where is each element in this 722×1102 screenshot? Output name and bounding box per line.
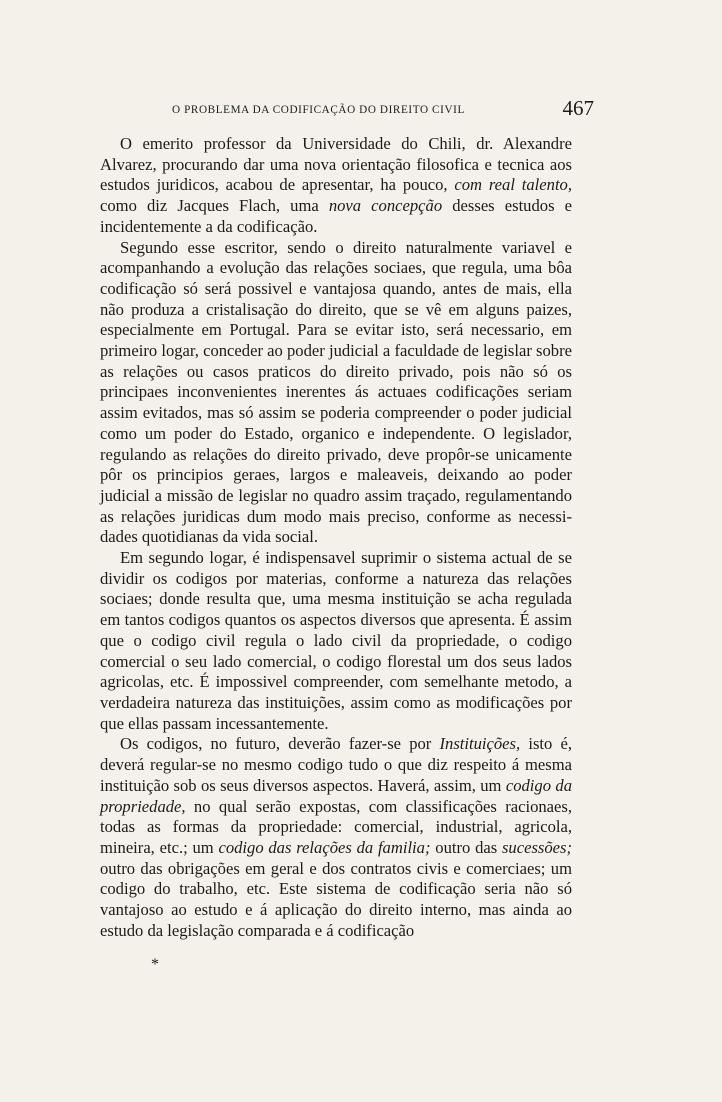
- body-text: [100, 134, 572, 941]
- paragraph: [100, 734, 572, 941]
- paragraph: [100, 548, 572, 734]
- text-run: Os codigos, no futuro, deverão fazer-se por: [120, 734, 440, 754]
- text-run: outro das obrigações em geral e dos contratos civis e comerciaes; um codigo do trabalho, etc. Este sistema de codificação seria não só vantajoso ao estudo e á aplicação do direito interno, mas ainda ao estudo da legislação comparada e á codificação: [100, 858, 572, 940]
- text-run: isto é, deverá regular-se no mesmo codigo tudo o que diz respeito á mesma instituição sob os seus diversos aspectos. Haverá, assim, um: [100, 734, 572, 795]
- italic-text: nova concepção: [328, 196, 443, 216]
- page-number: 467: [562, 96, 594, 120]
- italic-text: codigo das relações da familia;: [218, 837, 431, 857]
- text-run: Segundo esse escritor, sendo o direito naturalmente variavel e acompanhando a evolução das relações sociaes, que regula, uma bôa codificação só será possivel e vantajosa quando, antes de mais, ella não produza a cristalisação do direito, que se vê em alguns paizes, especialmente em Portugal. Para se evitar isto, será necessario, em primeiro logar, conceder ao poder judicial a faculdade de legislar sobre as relações ou casos praticos do direito privado, pois não só os principaes inconvenientes inerentes ás actuaes codificações seriam assim evitados, mas só assim se poderia compreender o poder judicial como um poder do Estado, organico e independente. O legislador, regulando as relações do direito privado, deve propôr-se unicamente pôr os principios geraes, largos e maleaveis, deixando ao poder judicial a missão de legislar no quadro assim traçado, regulamentando as relações juridicas dum modo mais preciso, conforme as necessidades quotidianas da vida social.: [100, 237, 572, 547]
- text-run: O emerito professor da Universidade do Chili, dr. Alexandre Alvarez, procurando dar uma nova orientação filosofica e tecnica aos estudos juridicos, acabou de apresentar, ha pouco,: [100, 134, 572, 195]
- italic-text: com real talento,: [454, 175, 572, 195]
- italic-text: Instituições,: [439, 734, 521, 754]
- text-run: no qual serão expostas, com classificações racionaes, todas as formas da propriedade: comercial, industrial, agricola, mineira, etc.; um: [100, 796, 572, 857]
- paragraph: [100, 134, 572, 238]
- footer-asterisk: *: [151, 956, 159, 973]
- page-header: [114, 96, 594, 128]
- text-run: Em segundo logar, é indispensavel suprimir o sistema actual de se dividir os codigos por materias, conforme a natureza das relações sociaes; donde resulta que, uma mesma instituição se acha regulada em tantos codigos quantos os aspectos diversos que apresenta. É assim que o codigo civil regula o lado civil da propriedade, o codigo comercial o seu lado comercial, o codigo florestal um dos seus lados agricolas, etc. É impossivel compreender, com semelhante metodo, a verdadeira natureza das instituições, assim como as modificações por que ellas passam incessantemente.: [100, 548, 572, 733]
- text-run: desses estudos e incidentemente a da codificação.: [100, 196, 572, 236]
- text-run: como diz Jacques Flach, uma: [100, 196, 329, 216]
- text-run: outro das: [430, 837, 502, 857]
- paragraph: [100, 238, 572, 549]
- running-title: O PROBLEMA DA CODIFICAÇÃO DO DIREITO CIVIL: [172, 104, 465, 116]
- italic-text: sucessões;: [501, 837, 573, 857]
- italic-text: codigo da propriedade,: [100, 775, 572, 816]
